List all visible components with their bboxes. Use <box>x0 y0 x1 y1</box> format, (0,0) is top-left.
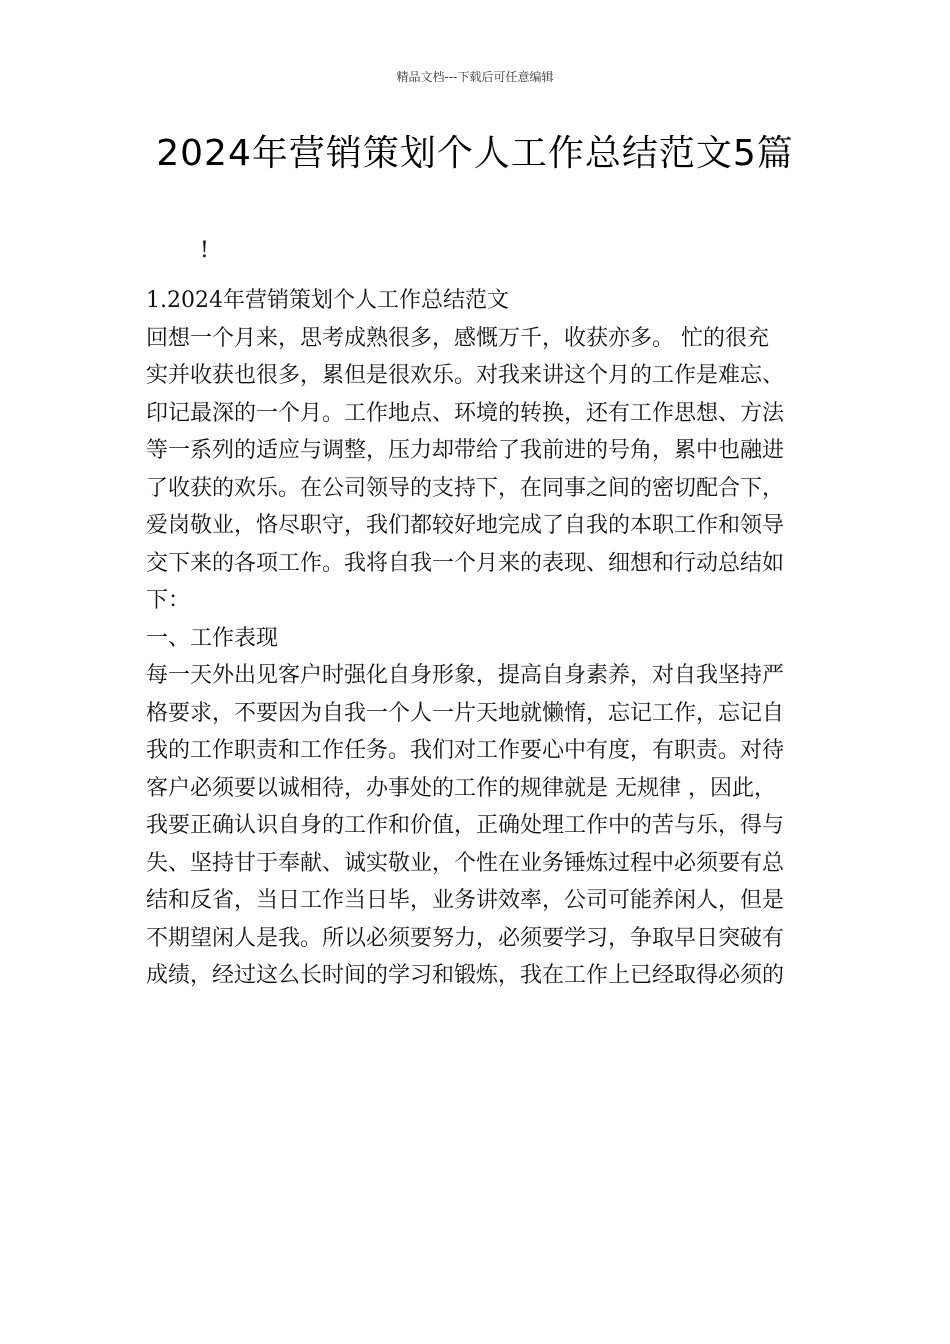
document-body <box>146 282 808 995</box>
exclamation-mark: ! <box>200 238 209 263</box>
body-line: 等一系列的适应与调整，压力却带给了我前进的号角，累中也融进 <box>146 438 785 463</box>
body-line: 1.2024年营销策划个人工作总结范文 <box>146 288 509 313</box>
body-line: 了收获的欢乐。在公司领导的支持下，在同事之间的密切配合下， <box>146 475 785 501</box>
body-line: 一、工作表现 <box>146 625 279 651</box>
body-line: 结和反省，当日工作当日毕，业务讲效率，公司可能养闲人，但是 <box>146 888 785 913</box>
body-line: 爱岗敬业，恪尽职守，我们都较好地完成了自我的本职工作和领导 <box>146 513 785 538</box>
body-line: 不期望闲人是我。所以必须要努力，必须要学习，争取早日突破有 <box>146 925 785 951</box>
body-line: 印记最深的一个月。工作地点、环境的转换，还有工作思想、方法 <box>146 400 785 426</box>
body-line: 我要正确认识自身的工作和价值，正确处理工作中的苦与乐，得与 <box>146 813 785 838</box>
body-line: 回想一个月来，思考成熟很多，感慨万千，收获亦多。 忙的很充 <box>146 325 769 351</box>
body-line: 下： <box>146 588 191 613</box>
body-line: 客户必须要以诚相待，办事处的工作的规律就是 无规律 ，因此， <box>146 775 776 801</box>
body-line: 每一天外出见客户时强化自身形象，提高自身素养，对自我坚持严 <box>146 663 785 688</box>
body-line: 实并收获也很多，累但是很欢乐。对我来讲这个月的工作是难忘、 <box>146 363 785 388</box>
body-line: 交下来的各项工作。我将自我一个月来的表现、细想和行动总结如 <box>146 550 785 576</box>
body-line: 成绩，经过这么长时间的学习和锻炼，我在工作上已经取得必须的 <box>146 963 785 988</box>
body-line: 失、坚持甘于奉献、诚实敬业，个性在业务锤炼过程中必须要有总 <box>146 850 785 876</box>
document-title: 2024年营销策划个人工作总结范文5篇 <box>156 133 794 174</box>
body-line: 格要求，不要因为自我一个人一片天地就懒惰，忘记工作，忘记自 <box>146 700 785 726</box>
body-line: 我的工作职责和工作任务。我们对工作要心中有度，有职责。对待 <box>146 738 785 763</box>
header-note: 精品文档---下载后可任意编辑 <box>396 70 554 84</box>
